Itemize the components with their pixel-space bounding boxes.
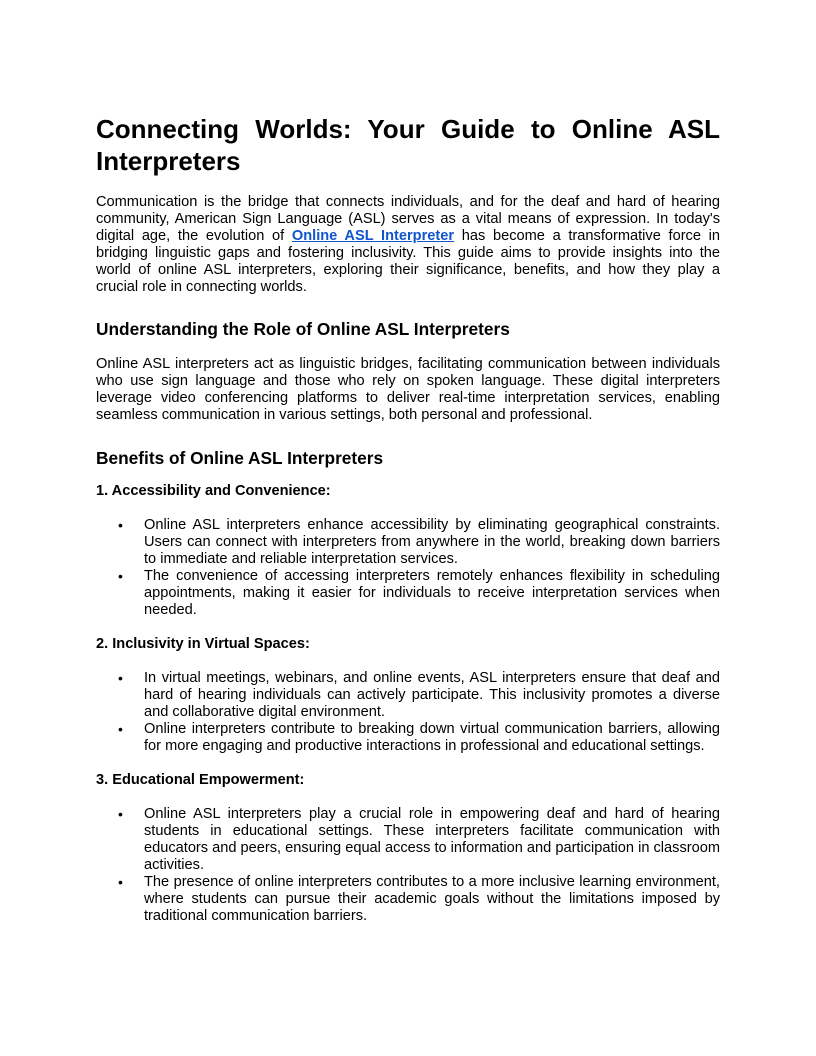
list-item [96,721,720,755]
list-item [96,806,720,874]
subsection-heading-education: 3. Educational Empowerment: [96,772,305,788]
bullet-icon: • [118,568,123,584]
intro-paragraph [96,194,720,296]
list-item [96,670,720,721]
subsection-heading-inclusivity: 2. Inclusivity in Virtual Spaces: [96,636,310,652]
intro-text-after-link: has become a transformative force in bridging linguistic gaps and fostering inclusivity. This guide aims to provide insights into the world of online ASL interpreters, exploring their significance, benefits, and how they play a crucial role in connecting worlds. [96,228,721,295]
list-item [96,517,720,568]
bullet-list-accessibility [96,517,720,619]
intro-text-before-link: Communication is the bridge that connects individuals, and for the deaf and hard of hearing community, American Sign Language (ASL) serves as a vital means of expression. In today's digital age, the evolution of [96,194,720,244]
page-title-line1: Connecting Worlds: Your Guide to Online ASL [96,114,720,144]
bullet-icon: • [118,721,123,737]
list-item-text: Online interpreters contribute to breaking down virtual communication barriers, allowing for more engaging and productive interactions in professional and educational settings. [144,721,720,754]
document-page [96,113,720,925]
role-paragraph: Online ASL interpreters act as linguistic bridges, facilitating communication between individuals who use sign language and those who rely on spoken language. These digital interpreters leverage video conferencing platforms to deliver real-time interpretation services, enabling seamless communication in various settings, both personal and professional. [96,356,720,423]
list-item-text: In virtual meetings, webinars, and online events, ASL interpreters ensure that deaf and hard of hearing individuals can actively participate. This inclusivity promotes a diverse and collaborative digital environment. [144,670,720,720]
bullet-list-inclusivity [96,670,720,755]
bullet-list-education [96,806,720,925]
list-item [96,568,720,619]
list-item [96,874,720,925]
bullet-icon: • [118,806,123,822]
online-asl-interpreter-link[interactable]: Online ASL Interpreter [291,228,455,244]
section-heading-role: Understanding the Role of Online ASL Interpreters [96,319,510,339]
section-heading-benefits: Benefits of Online ASL Interpreters [96,448,384,468]
bullet-icon: • [118,517,123,533]
bullet-icon: • [118,874,123,890]
page-title-line2: Interpreters [96,146,241,176]
list-item-text: Online ASL interpreters play a crucial role in empowering deaf and hard of hearing students in educational settings. These interpreters facilitate communication with educators and peers, ensuring equal access to information and participation in classroom activities. [144,806,720,873]
page-title [96,113,720,177]
list-item-text: The convenience of accessing interpreters remotely enhances flexibility in scheduling appointments, making it easier for individuals to receive interpretation services when needed. [144,568,720,618]
subsection-heading-accessibility: 1. Accessibility and Convenience: [96,483,331,499]
bullet-icon: • [118,670,123,686]
list-item-text: The presence of online interpreters contributes to a more inclusive learning environment, where students can pursue their academic goals without the limitations imposed by traditional communication barriers. [144,874,720,924]
list-item-text: Online ASL interpreters enhance accessibility by eliminating geographical constraints. Users can connect with interpreters from anywhere in the world, breaking down barriers to immediate and reliable interpretation services. [144,517,720,567]
